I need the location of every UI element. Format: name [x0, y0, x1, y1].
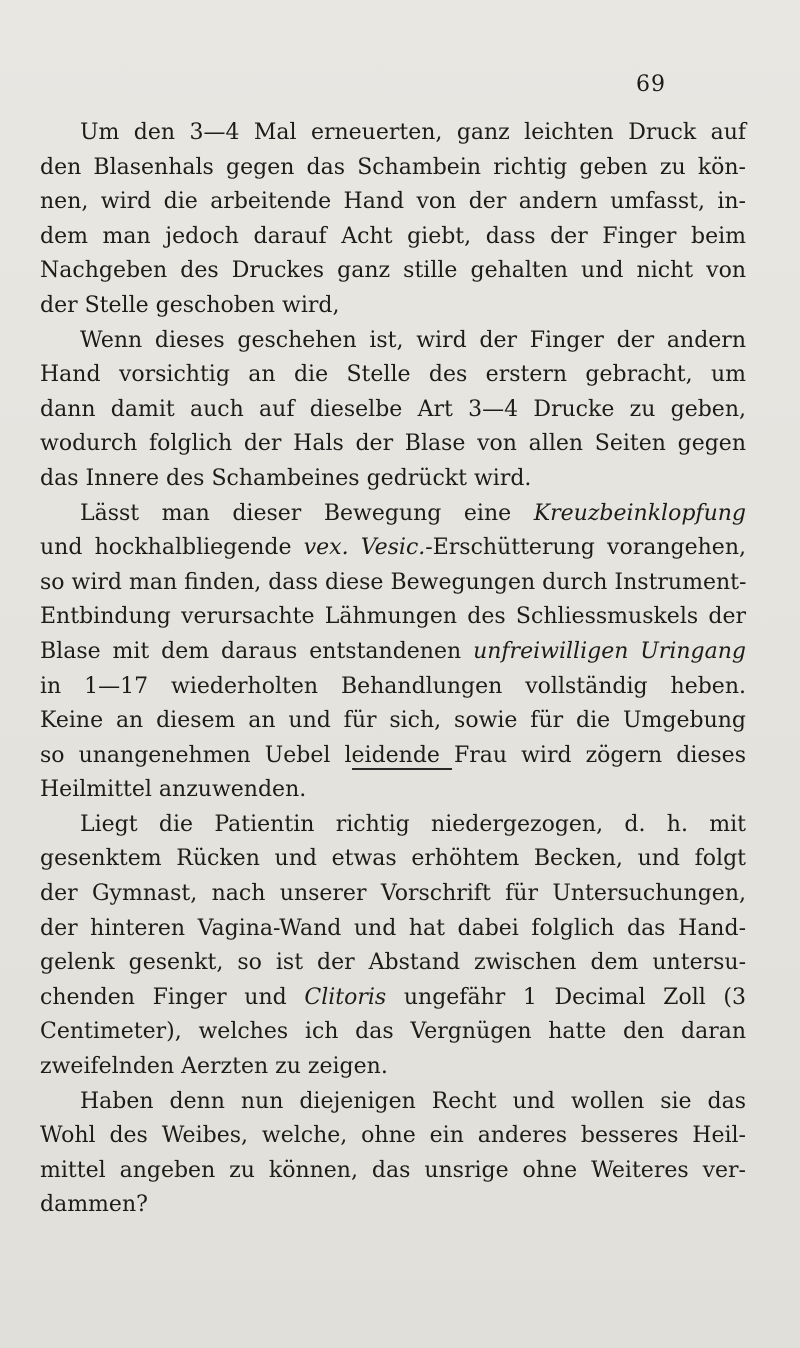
text-segment: den Blasenhals gegen das Schambein richtig geben zu kön- [40, 154, 746, 180]
text-line [40, 635, 746, 670]
text-line [40, 981, 746, 1016]
text-line [40, 566, 746, 601]
italic-text: vex. Vesic. [303, 535, 426, 561]
text-segment: zweifelnden Aerzten zu zeigen. [40, 1054, 388, 1080]
text-segment: das Innere des Schambeines gedrückt wird. [40, 465, 532, 491]
text-segment: dem man jedoch darauf Acht giebt, dass der Finger beim [40, 223, 746, 249]
text-segment: Keine an diesem an und für sich, sowie für die Umgebung [40, 708, 746, 734]
text-line [40, 912, 746, 947]
text-segment: so unangenehmen Uebel leidende Frau wird zögern dieses [40, 742, 746, 768]
text-line [40, 1154, 746, 1189]
text-segment: Nachgeben des Druckes ganz stille gehalten und nicht von [40, 258, 746, 284]
text-line [40, 427, 746, 462]
text-line [40, 1015, 746, 1050]
text-line [40, 600, 746, 635]
text-segment: gesenktem Rücken und etwas erhöhtem Becken, und folgt [40, 846, 746, 872]
text-line [40, 808, 746, 843]
text-line [40, 1188, 746, 1223]
text-line [40, 254, 746, 289]
text-segment: Centimeter), welches ich das Vergnügen hatte den daran [40, 1019, 746, 1045]
text-segment: Wohl des Weibes, welche, ohne ein anderes besseres Heil- [40, 1123, 746, 1149]
text-segment: in 1—17 wiederholten Behandlungen vollständig heben. [40, 673, 746, 699]
text-segment: mittel angeben zu können, das unsrige ohne Weiteres ver- [40, 1157, 746, 1183]
text-segment: nen, wird die arbeitende Hand von der andern umfasst, in- [40, 189, 746, 215]
text-line [40, 531, 746, 566]
text-segment: Entbindung verursachte Lähmungen des Schliessmuskels der [40, 604, 746, 630]
text-segment: Haben denn nun diejenigen Recht und wollen sie das [80, 1088, 746, 1114]
text-line [40, 151, 746, 186]
text-line [40, 116, 746, 151]
text-segment: so wird man finden, dass diese Bewegungen durch Instrument- [40, 569, 747, 595]
text-segment: ungefähr 1 Decimal Zoll (3 [386, 984, 746, 1010]
italic-text: Kreuzbeinklopfung [533, 500, 746, 526]
text-segment: wodurch folglich der Hals der Blase von allen Seiten gegen [40, 431, 746, 457]
section-end-rule [352, 768, 452, 770]
text-segment: und hockhalbliegende [40, 535, 304, 561]
text-line [40, 497, 746, 532]
text-segment: Wenn dieses geschehen ist, wird der Finger der andern [80, 327, 746, 353]
text-line [40, 462, 746, 497]
text-segment: Hand vorsichtig an die Stelle des erstern gebracht, um [40, 362, 746, 388]
text-segment: Heilmittel anzuwenden. [40, 777, 307, 803]
text-segment: der hinteren Vagina-Wand und hat dabei folglich das Hand- [40, 915, 746, 941]
italic-text: Clitoris [304, 984, 387, 1010]
text-line [40, 358, 746, 393]
body-text [40, 116, 746, 1223]
text-segment: der Gymnast, nach unserer Vorschrift für Untersuchungen, [40, 881, 746, 907]
text-line [40, 393, 746, 428]
text-line [40, 1050, 746, 1085]
text-segment: gelenk gesenkt, so ist der Abstand zwischen dem untersu- [40, 950, 746, 976]
text-segment: dammen? [40, 1192, 148, 1218]
text-segment: Liegt die Patientin richtig niedergezogen, d. h. mit [80, 811, 746, 837]
text-line [40, 946, 746, 981]
text-segment: -Erschütterung vorangehen, [425, 535, 746, 561]
text-line [40, 670, 746, 705]
text-segment: Blase mit dem daraus entstandenen [40, 638, 474, 664]
text-line [40, 220, 746, 255]
text-segment: Um den 3—4 Mal erneuerten, ganz leichten Druck auf [80, 120, 746, 145]
text-line [40, 704, 746, 739]
italic-text: unfreiwilligen Uringang [473, 638, 746, 664]
text-line [40, 185, 746, 220]
text-segment: dann damit auch auf dieselbe Art 3—4 Drucke zu geben, [40, 396, 746, 422]
text-line [40, 324, 746, 359]
page-number: 69 [636, 72, 666, 97]
text-line [40, 289, 746, 324]
text-segment: Lässt man dieser Bewegung eine [80, 500, 534, 526]
text-line [40, 842, 746, 877]
text-line [40, 773, 746, 808]
text-line [40, 877, 746, 912]
text-line [40, 1085, 746, 1120]
text-line [40, 1119, 746, 1154]
text-segment: chenden Finger und [40, 984, 305, 1010]
text-segment: der Stelle geschoben wird, [40, 292, 340, 318]
